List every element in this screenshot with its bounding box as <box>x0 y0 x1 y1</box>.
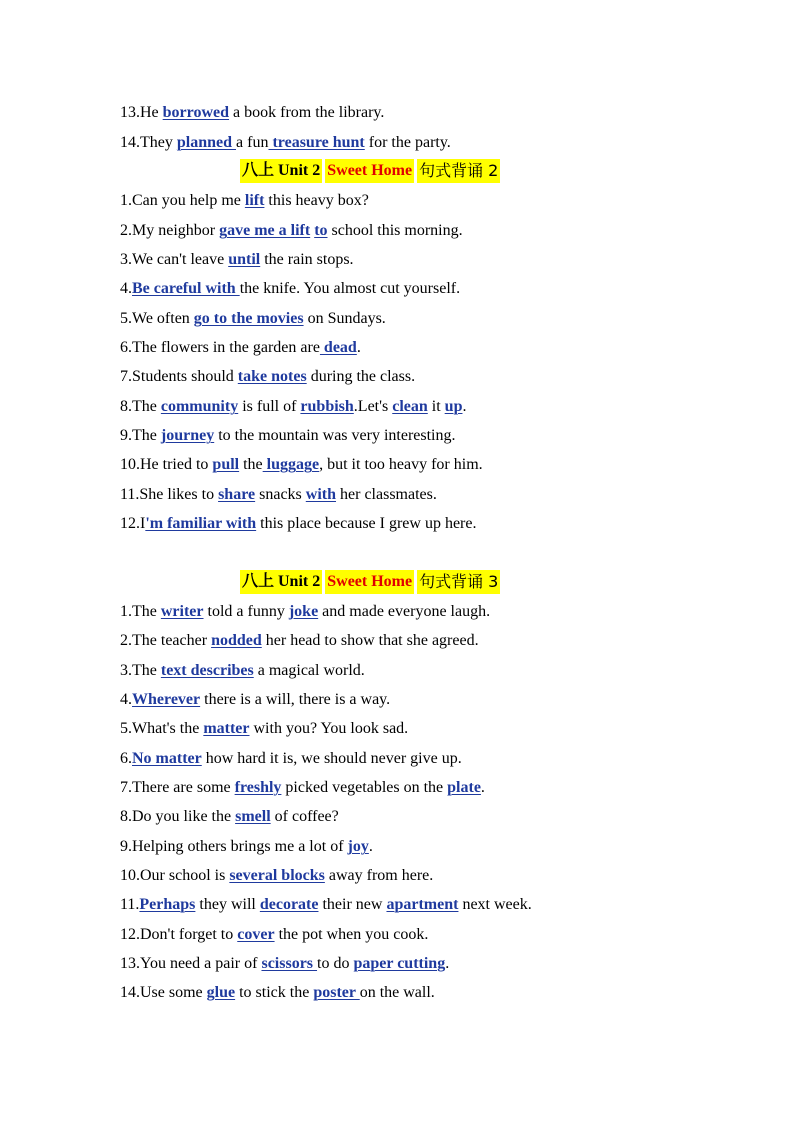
sentence-line <box>120 338 361 358</box>
answer-text: matter <box>203 720 250 737</box>
sentence-text: snacks <box>255 486 306 503</box>
heading-suffix: 句式背诵 2 <box>417 159 500 183</box>
answer-text: decorate <box>259 896 319 913</box>
sentence-text: next week. <box>458 896 532 913</box>
sentence-text: . <box>462 398 467 415</box>
answer-text: smell <box>235 808 271 825</box>
answer-text: to <box>314 222 328 239</box>
answer-text: clean <box>392 398 428 415</box>
sentence-line <box>120 983 435 1003</box>
answer-text: gave me a lift <box>219 222 311 239</box>
answer-text: journey <box>160 427 215 444</box>
sentence-text: , but it too heavy for him. <box>319 456 483 473</box>
answer-text: paper cutting <box>353 955 446 972</box>
answer-text: take notes <box>237 368 307 385</box>
answer-text: poster <box>313 984 360 1001</box>
answer-text: Be careful with <box>132 280 240 297</box>
unit-title: Sweet Home <box>325 570 414 594</box>
sentence-line <box>120 895 532 915</box>
sentence-text: 3.We can't leave <box>120 251 229 268</box>
sentence-text: 2.My neighbor <box>120 222 220 239</box>
sentence-line <box>120 602 490 622</box>
sentence-text: with you? You look sad. <box>249 720 409 737</box>
sentence-line <box>120 807 339 827</box>
answer-text: joke <box>288 603 319 620</box>
sentence-line <box>120 309 386 329</box>
answer-text: planned <box>176 134 237 151</box>
sentence-text: 5.What's the <box>120 720 204 737</box>
sentence-line <box>120 397 466 417</box>
sentence-line <box>120 455 483 475</box>
sentence-line <box>120 778 485 798</box>
sentence-text: and made everyone laugh. <box>318 603 491 620</box>
sentence-line <box>120 485 437 505</box>
sentence-text: of coffee? <box>270 808 339 825</box>
answer-text: scissors <box>261 955 318 972</box>
sentence-text: .Let's <box>353 398 393 415</box>
sentence-text: 14.They <box>120 134 177 151</box>
sentence-text: the pot when you cook. <box>274 926 429 943</box>
sentence-text: this place because I grew up here. <box>256 515 477 532</box>
answer-text: glue <box>206 984 236 1001</box>
sentence-text: is full of <box>238 398 301 415</box>
sentence-line <box>120 925 428 945</box>
answer-text: share <box>218 486 256 503</box>
answer-text: luggage <box>262 456 320 473</box>
sentence-text: on Sundays. <box>303 310 386 327</box>
unit-title: Sweet Home <box>325 159 414 183</box>
sentence-text: 10.He tried to <box>120 456 213 473</box>
sentence-text: 8.Do you like the <box>120 808 236 825</box>
sentence-line <box>120 426 455 446</box>
sentence-line <box>120 661 365 681</box>
sentence-text: 5.We often <box>120 310 194 327</box>
answer-text: dead <box>319 339 357 356</box>
sentence-line <box>120 866 433 886</box>
answer-text: 'm familiar with <box>145 515 257 532</box>
sentence-text: it <box>427 398 445 415</box>
sentence-text: 7.Students should <box>120 368 238 385</box>
sentence-text: their new <box>318 896 387 913</box>
sentence-text: away from here. <box>324 867 434 884</box>
answer-text: with <box>305 486 337 503</box>
sentence-text: during the class. <box>306 368 416 385</box>
sentence-text: 8.The <box>120 398 161 415</box>
answer-text: go to the movies <box>193 310 304 327</box>
sentence-line <box>120 954 449 974</box>
sentence-text: a magical world. <box>253 662 365 679</box>
sentence-text: 4. <box>120 691 132 708</box>
sentence-text: 1.Can you help me <box>120 192 245 209</box>
sentence-text: told a funny <box>203 603 289 620</box>
answer-text: cover <box>237 926 275 943</box>
answer-text: several blocks <box>229 867 325 884</box>
sentence-line <box>120 103 384 123</box>
sentence-text: . <box>480 779 485 796</box>
sentence-text: picked vegetables on the <box>281 779 448 796</box>
sentence-line <box>120 279 460 299</box>
answer-text: joy <box>347 838 369 855</box>
sentence-text: 2.The teacher <box>120 632 212 649</box>
sentence-text: her classmates. <box>336 486 437 503</box>
sentence-text: the rain stops. <box>260 251 354 268</box>
answer-text: nodded <box>211 632 262 649</box>
answer-text: treasure hunt <box>268 134 365 151</box>
sentence-line <box>120 690 390 710</box>
sentence-text: for the party. <box>364 134 451 151</box>
answer-text: apartment <box>386 896 459 913</box>
sentence-text: . <box>356 339 361 356</box>
sentence-text: 6. <box>120 750 132 767</box>
unit-label: 八上 Unit 2 <box>240 159 322 183</box>
sentence-line <box>120 749 462 769</box>
sentence-text: 1.The <box>120 603 161 620</box>
sentence-text: 9.Helping others brings me a lot of <box>120 838 348 855</box>
sentence-text: 11. <box>120 896 140 913</box>
answer-text: plate <box>447 779 481 796</box>
section-heading <box>240 570 500 594</box>
answer-text: borrowed <box>162 104 230 121</box>
section-heading <box>240 159 500 183</box>
answer-text: Perhaps <box>139 896 196 913</box>
sentence-line <box>120 631 479 651</box>
answer-text: pull <box>212 456 240 473</box>
answer-text: freshly <box>234 779 282 796</box>
sentence-text: on the wall. <box>359 984 435 1001</box>
sentence-text: 11.She likes to <box>120 486 219 503</box>
sentence-line <box>120 514 476 534</box>
sentence-text: 12.I <box>120 515 146 532</box>
answer-text: up <box>444 398 463 415</box>
sentence-text: 6.The flowers in the garden are <box>120 339 320 356</box>
sentence-line <box>120 367 415 387</box>
sentence-text: to stick the <box>235 984 314 1001</box>
sentence-line <box>120 191 369 211</box>
heading-suffix: 句式背诵 3 <box>417 570 500 594</box>
answer-text: community <box>160 398 239 415</box>
sentence-text: 7.There are some <box>120 779 235 796</box>
sentence-line <box>120 837 373 857</box>
answer-text: until <box>228 251 261 268</box>
sentence-text: 10.Our school is <box>120 867 230 884</box>
sentence-text: 3.The <box>120 662 161 679</box>
sentence-text: her head to show that she agreed. <box>261 632 479 649</box>
sentence-text: to do <box>317 955 354 972</box>
sentence-text: to the mountain was very interesting. <box>214 427 456 444</box>
sentence-text: how hard it is, we should never give up. <box>201 750 462 767</box>
answer-text: rubbish <box>300 398 354 415</box>
answer-text: No matter <box>132 750 202 767</box>
sentence-text: a fun <box>236 134 269 151</box>
sentence-line <box>120 221 463 241</box>
sentence-line <box>120 250 354 270</box>
sentence-text: they will <box>195 896 260 913</box>
answer-text: text describes <box>160 662 254 679</box>
sentence-text: . <box>368 838 373 855</box>
sentence-text: 13.You need a pair of <box>120 955 262 972</box>
sentence-text: the <box>239 456 263 473</box>
sentence-text: . <box>445 955 450 972</box>
sentence-text: 14.Use some <box>120 984 207 1001</box>
sentence-text: this heavy box? <box>264 192 369 209</box>
answer-text: writer <box>160 603 204 620</box>
sentence-line <box>120 133 451 153</box>
answer-text: Wherever <box>132 691 201 708</box>
sentence-text: a book from the library. <box>229 104 385 121</box>
sentence-text: school this morning. <box>327 222 463 239</box>
sentence-text: there is a will, there is a way. <box>200 691 391 708</box>
unit-label: 八上 Unit 2 <box>240 570 322 594</box>
sentence-text: 13.He <box>120 104 163 121</box>
sentence-text: 9.The <box>120 427 161 444</box>
sentence-text: 12.Don't forget to <box>120 926 238 943</box>
sentence-text: 4. <box>120 280 132 297</box>
sentence-line <box>120 719 408 739</box>
answer-text: lift <box>244 192 265 209</box>
sentence-text: the knife. You almost cut yourself. <box>239 280 461 297</box>
